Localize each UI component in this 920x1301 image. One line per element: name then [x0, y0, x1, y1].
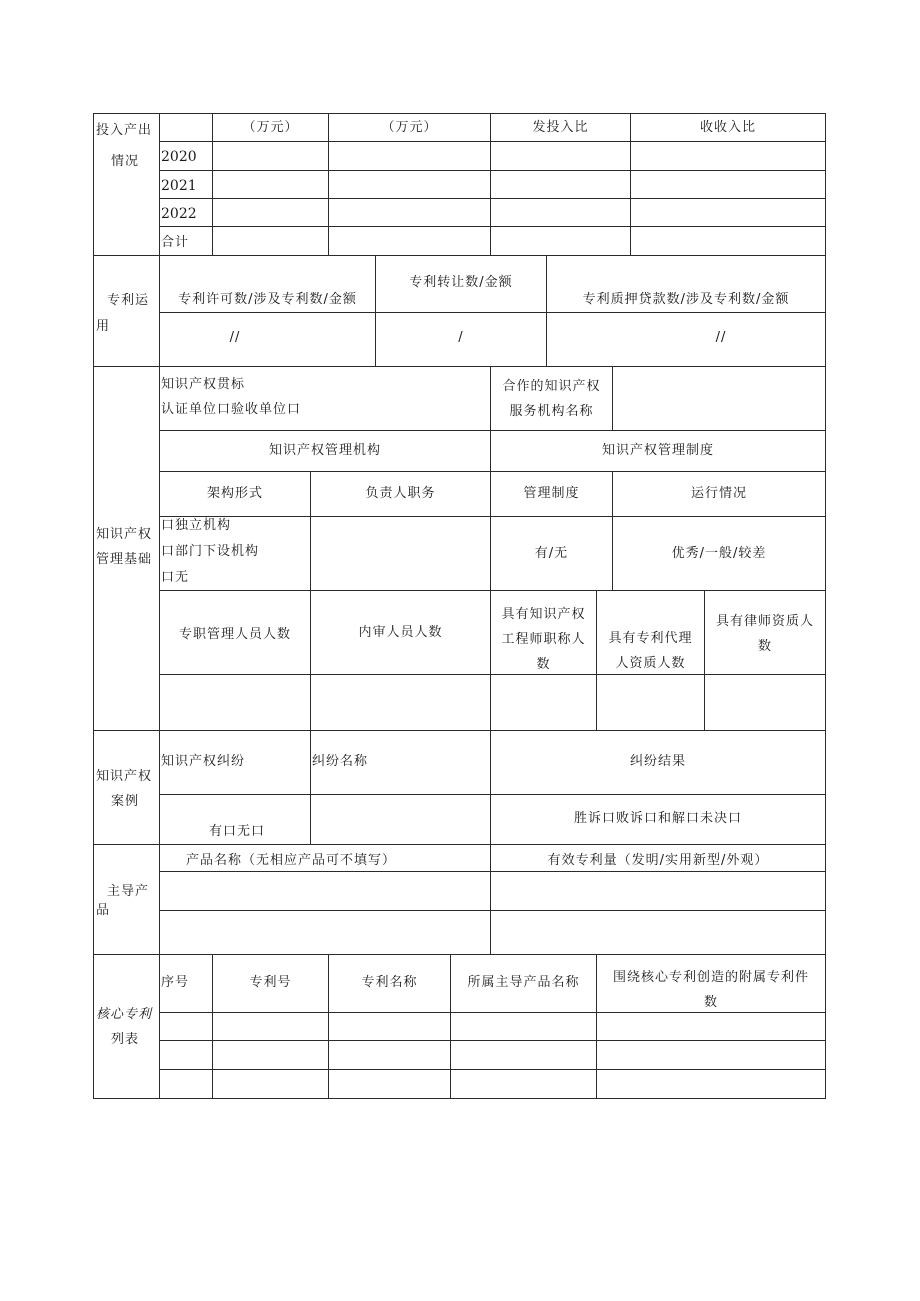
staff-count-cell[interactable] [160, 675, 310, 730]
col-derived-line-1: 围绕核心专利创造的附属专利件 [612, 970, 809, 985]
system-col-header: 管理制度 [523, 486, 580, 501]
system-header: 知识产权管理制度 [601, 443, 714, 458]
year-2022: 2022 [161, 206, 197, 222]
investment-cell[interactable] [213, 142, 328, 170]
patent-use-label-1: 专利运 [107, 293, 150, 308]
investment-label-1: 投入产出 [96, 123, 153, 138]
col-patent-name: 专利名称 [361, 975, 418, 990]
engineer-line-3: 数 [536, 657, 551, 672]
pledge-header: 专利质押贷款数/涉及专利数/金额 [582, 292, 790, 307]
dispute-result-label: 纠纷结果 [629, 754, 686, 769]
col-patent-number: 专利号 [249, 975, 292, 990]
structure-option-department: 口部门下设机构 [161, 544, 260, 559]
partner-line-1: 合作的知识产权 [502, 379, 601, 394]
engineer-line-2: 工程师职称人 [501, 632, 586, 647]
main-products-label-1: 主导产 [107, 884, 150, 899]
lawyer-line-1: 具有律师资质人 [715, 614, 814, 629]
ip-cases-label-1: 知识产权 [96, 769, 153, 784]
transfer-value: / [458, 330, 464, 345]
structure-form-header: 架构形式 [206, 486, 263, 501]
transfer-header: 专利转让数/金额 [409, 275, 513, 290]
investment-label-2: 情况 [111, 154, 140, 169]
operation-value: 优秀/一般/较差 [671, 546, 767, 561]
patent-info-form [93, 113, 826, 1099]
certification-line-2: 认证单位口验收单位口 [161, 402, 302, 417]
partner-name-cell[interactable] [613, 367, 825, 430]
agent-line-1: 具有专利代理 [608, 631, 693, 646]
dispute-label: 知识产权纠纷 [161, 754, 246, 769]
partner-line-2: 服务机构名称 [509, 404, 594, 419]
patent-use-label-2: 用 [96, 319, 111, 334]
result-options: 胜诉口败诉口和解口未决口 [573, 811, 742, 826]
product-name-cell[interactable] [160, 872, 490, 910]
col-serial: 序号 [161, 975, 190, 990]
ip-mgmt-label-2: 管理基础 [96, 552, 153, 567]
dispute-name-label: 纠纷名称 [312, 754, 369, 769]
core-patents-label-2: 列表 [111, 1032, 140, 1047]
col-derived-line-2: 数 [703, 995, 718, 1010]
valid-patents-header: 有效专利量（发明/实用新型/外观） [547, 853, 769, 868]
staff-count-header: 专职管理人员人数 [178, 627, 291, 642]
license-input-cell[interactable] [160, 313, 375, 366]
org-header: 知识产权管理机构 [268, 443, 381, 458]
ip-mgmt-label-1: 知识产权 [96, 527, 153, 542]
investment-header-1: （万元） [242, 120, 299, 135]
investment-header-4: 收收入比 [699, 120, 756, 135]
pledge-value: // [715, 330, 727, 345]
patent-row-cell[interactable] [160, 1013, 212, 1040]
year-2021: 2021 [161, 178, 197, 194]
year-2020: 2020 [161, 149, 197, 165]
system-value: 有/无 [534, 546, 569, 561]
investment-header-3: 发投入比 [532, 120, 589, 135]
certification-line-1: 知识产权贯标 [161, 377, 246, 392]
license-header: 专利许可数/涉及专利数/金额 [178, 292, 357, 307]
leader-title-header: 负责人职务 [365, 486, 436, 501]
structure-option-none: 口无 [161, 570, 190, 585]
structure-option-independent: 口独立机构 [161, 518, 232, 533]
total-row-label: 合计 [161, 235, 190, 250]
lawyer-line-2: 数 [757, 639, 772, 654]
audit-count-header: 内审人员人数 [358, 625, 443, 640]
has-dispute-options: 有口无口 [209, 824, 266, 839]
ip-cases-label-2: 案例 [111, 794, 140, 809]
engineer-line-1: 具有知识产权 [501, 607, 586, 622]
col-product-name: 所属主导产品名称 [467, 975, 580, 990]
license-value: // [229, 330, 241, 345]
product-name-header: 产品名称（无相应产品可不填写） [186, 853, 397, 868]
operation-header: 运行情况 [690, 486, 747, 501]
leader-title-cell[interactable] [311, 517, 490, 590]
investment-header-2: （万元） [381, 120, 438, 135]
agent-line-2: 人资质人数 [615, 656, 686, 671]
core-patents-label-1: 核心专利 [96, 1007, 153, 1022]
main-products-label-2: 品 [96, 903, 111, 918]
dispute-name-cell[interactable] [311, 795, 490, 844]
